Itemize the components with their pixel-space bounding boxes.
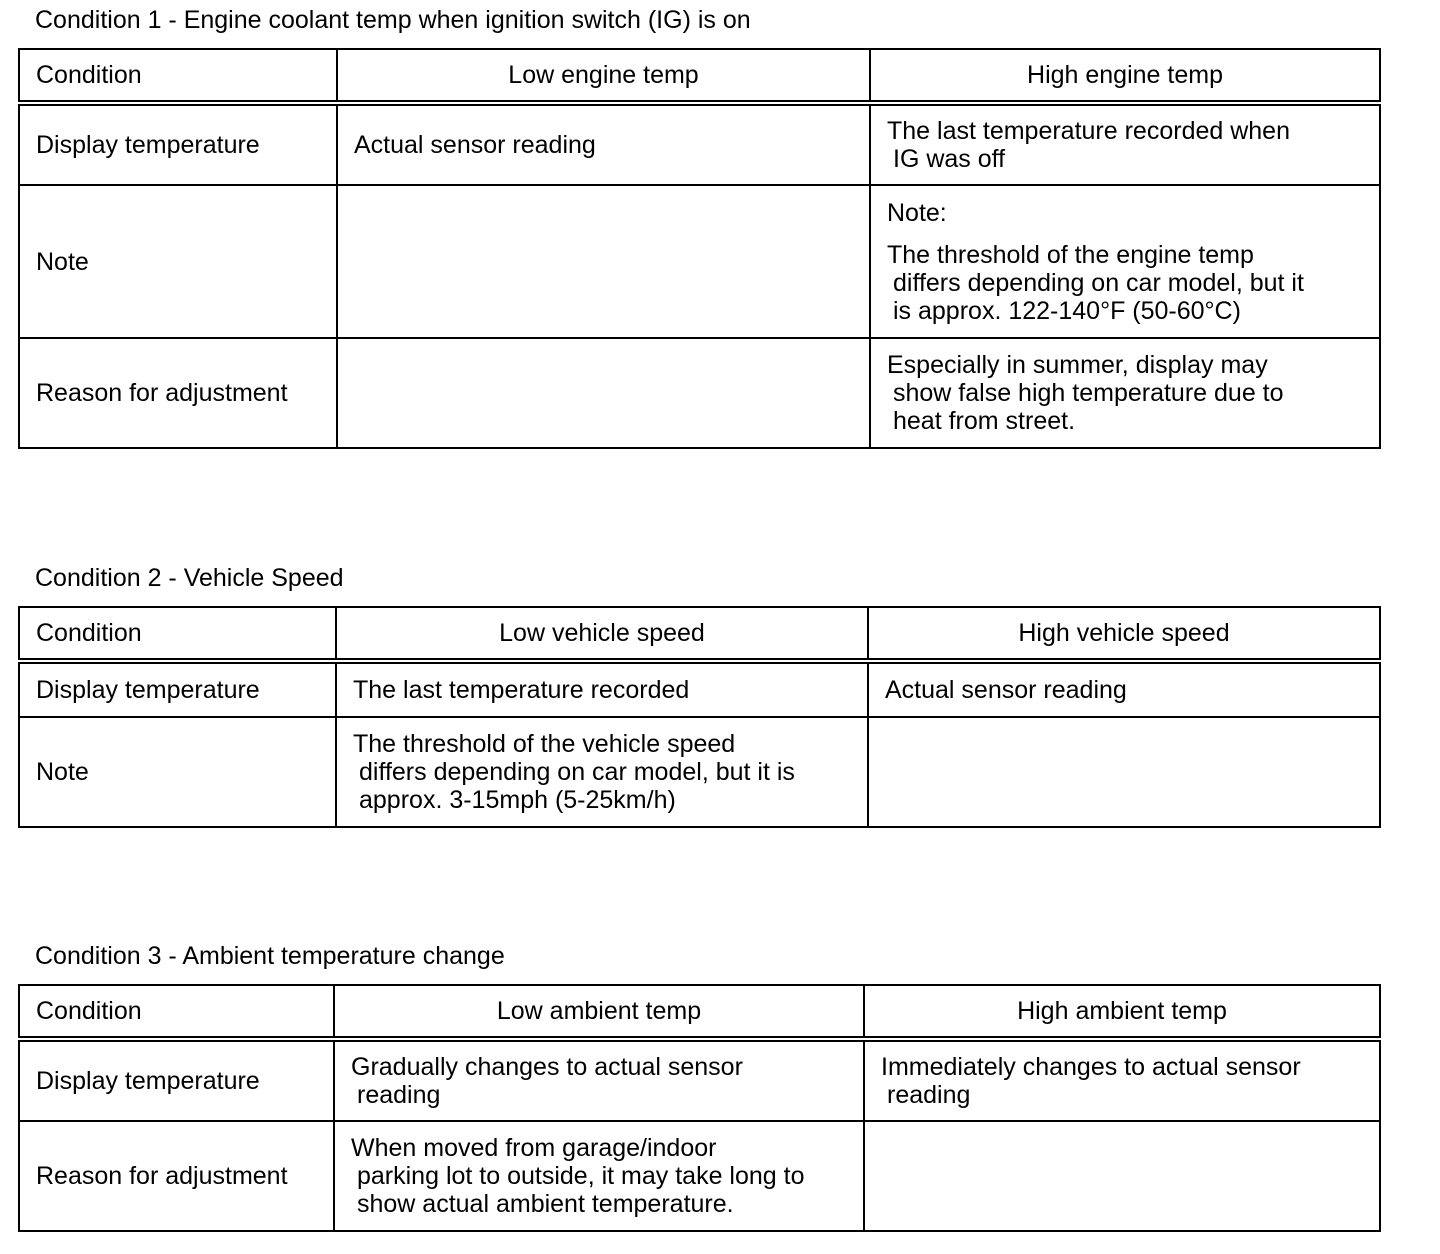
text-line: approx. 3-15mph (5-25km/h): [359, 786, 676, 814]
row-label-reason: Reason for adjustment: [19, 1121, 334, 1231]
header-high-ambient-temp: High ambient temp: [864, 985, 1380, 1039]
cell-low-display: The last temperature recorded: [336, 661, 868, 717]
cell-low-display: Actual sensor reading: [337, 103, 870, 185]
header-high-vehicle-speed: High vehicle speed: [868, 607, 1380, 661]
header-low-engine-temp: Low engine temp: [337, 49, 870, 103]
header-low-vehicle-speed: Low vehicle speed: [336, 607, 868, 661]
cell-low-reason: [334, 1121, 864, 1231]
condition-3-title: Condition 3 - Ambient temperature change: [35, 942, 505, 970]
text-line: show false high temperature due to: [893, 379, 1284, 407]
condition-1-table: [18, 48, 1381, 449]
text-line: reading: [887, 1081, 971, 1109]
text-line: heat from street.: [893, 407, 1076, 435]
text-line: Especially in summer, display may: [887, 351, 1268, 379]
text-line: Gradually changes to actual sensor: [351, 1053, 743, 1081]
row-label-reason: Reason for adjustment: [19, 338, 337, 448]
text-line: parking lot to outside, it may take long to: [357, 1162, 805, 1190]
cell-high-reason: [864, 1121, 1380, 1231]
condition-3-table: [18, 984, 1381, 1232]
header-condition: Condition: [19, 985, 334, 1039]
cell-high-display: [870, 103, 1380, 185]
text-line: The threshold of the engine temp: [887, 240, 1254, 269]
cell-high-note: [870, 185, 1380, 338]
table-row: [19, 103, 1380, 185]
text-line: is approx. 122-140°F (50-60°C): [893, 296, 1241, 325]
table-header-row: [19, 985, 1380, 1039]
text-line: When moved from garage/indoor: [351, 1134, 717, 1162]
table-row: [19, 717, 1380, 827]
table-row: [19, 185, 1380, 338]
header-condition: Condition: [19, 607, 336, 661]
note-heading: Note:: [887, 198, 947, 227]
text-line: The threshold of the vehicle speed: [353, 730, 736, 758]
cell-low-note: [337, 185, 870, 338]
table-header-row: [19, 607, 1380, 661]
cell-high-reason: [870, 338, 1380, 448]
row-label-note: Note: [19, 185, 337, 338]
condition-2-title: Condition 2 - Vehicle Speed: [35, 564, 344, 592]
cell-high-display: [864, 1039, 1380, 1121]
text-line: The last temperature recorded when: [887, 117, 1290, 145]
table-row: [19, 1039, 1380, 1121]
row-label-note: Note: [19, 717, 336, 827]
row-label-display-temperature: Display temperature: [19, 661, 336, 717]
text-line: differs depending on car model, but it: [893, 268, 1304, 297]
condition-2-table: [18, 606, 1381, 828]
header-high-engine-temp: High engine temp: [870, 49, 1380, 103]
table-row: [19, 338, 1380, 448]
cell-high-display: Actual sensor reading: [868, 661, 1380, 717]
row-label-display-temperature: Display temperature: [19, 103, 337, 185]
text-line: IG was off: [893, 145, 1006, 173]
table-row: [19, 661, 1380, 717]
cell-low-reason: [337, 338, 870, 448]
table-header-row: [19, 49, 1380, 103]
cell-low-note: [336, 717, 868, 827]
cell-low-display: [334, 1039, 864, 1121]
condition-1-title: Condition 1 - Engine coolant temp when ignition switch (IG) is on: [35, 6, 751, 34]
table-row: [19, 1121, 1380, 1231]
header-condition: Condition: [19, 49, 337, 103]
cell-high-note: [868, 717, 1380, 827]
text-line: show actual ambient temperature.: [357, 1190, 734, 1218]
text-line: reading: [357, 1081, 441, 1109]
text-line: differs depending on car model, but it is: [359, 758, 795, 786]
header-low-ambient-temp: Low ambient temp: [334, 985, 864, 1039]
row-label-display-temperature: Display temperature: [19, 1039, 334, 1121]
text-line: Immediately changes to actual sensor: [881, 1053, 1301, 1081]
